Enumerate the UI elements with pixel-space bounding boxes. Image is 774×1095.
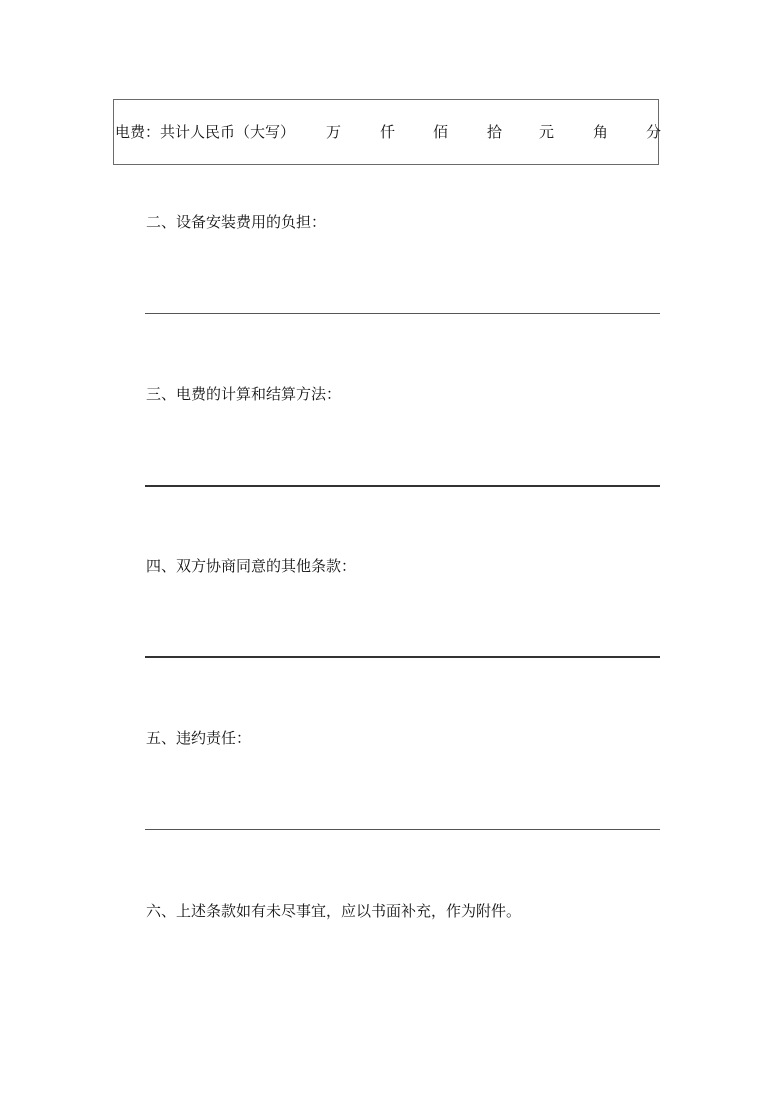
fill-in-line-equipment-cost [145,313,660,314]
fee-unit-qian: 仟 [380,123,396,141]
section-title-other-terms: 四、双方协商同意的其他条款： [146,557,357,575]
fee-unit-fen: 分 [646,123,662,141]
fee-unit-shi: 拾 [487,123,503,141]
section-title-supplementary: 六、上述条款如有未尽事宜，应以书面补充，作为附件。 [146,902,522,920]
section-title-breach-liability: 五、违约责任： [146,729,252,747]
fill-in-line-billing-method [145,485,660,487]
fee-unit-bai: 佰 [433,123,449,141]
fill-in-line-other-terms [145,656,660,658]
fee-unit-wan: 万 [326,123,342,141]
section-title-equipment-cost: 二、设备安装费用的负担： [146,213,327,231]
section-title-billing-method: 三、电费的计算和结算方法： [146,385,342,403]
fee-label: 电费：共计人民币（大写） [115,123,296,141]
fee-unit-jiao: 角 [593,123,609,141]
fee-unit-yuan: 元 [539,123,555,141]
fill-in-line-breach-liability [145,829,660,830]
